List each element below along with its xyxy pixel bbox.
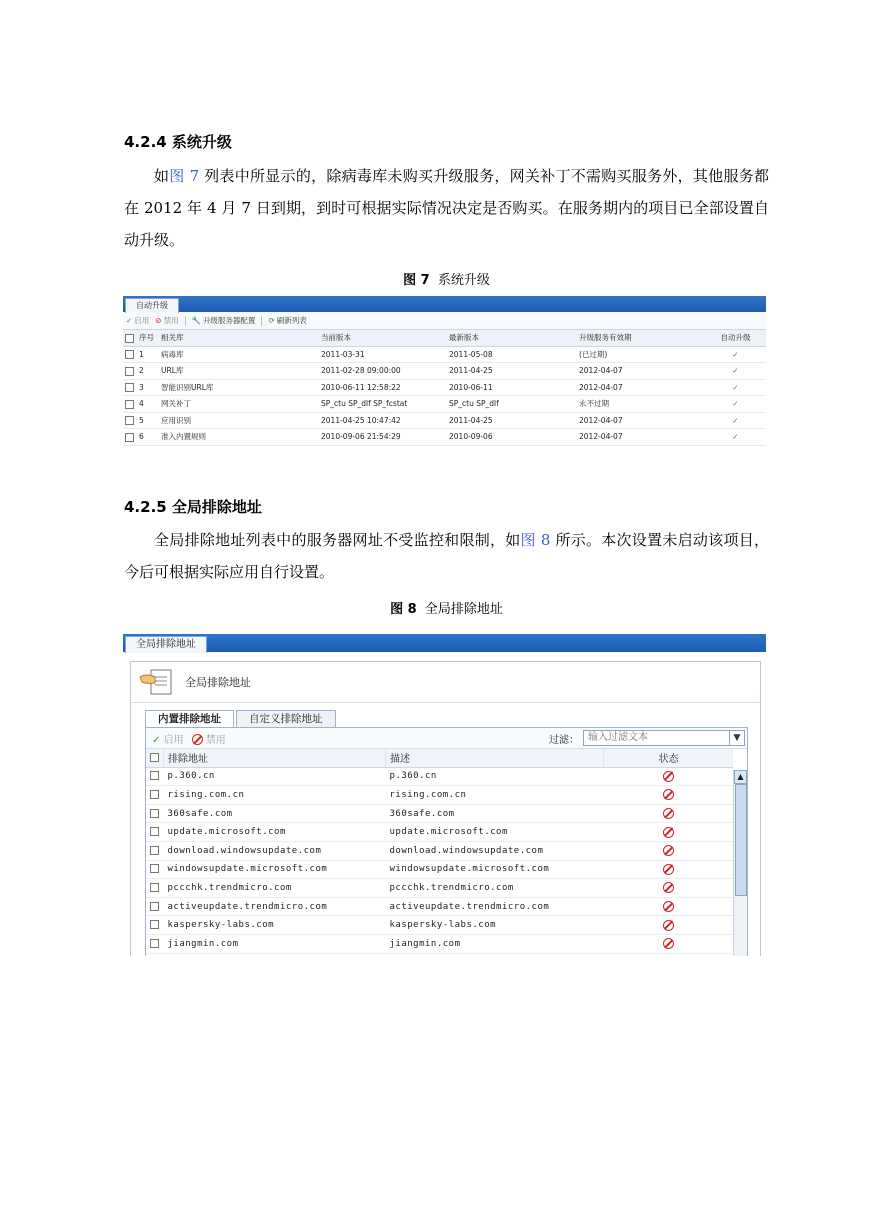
cell-address: windowsupdate.microsoft.com [164,860,386,879]
header-current-version: 当前版本 [319,330,447,346]
filter-input[interactable] [583,730,745,746]
tab-bar [123,296,766,312]
row-select-cell[interactable] [146,767,164,786]
checkbox[interactable] [125,400,134,409]
disable-button[interactable] [155,315,178,326]
cell-description: p.360.cn [386,767,604,786]
checkbox[interactable] [125,367,134,376]
panel-header [131,662,760,703]
table-header-row [146,749,733,767]
status-cell [604,767,734,786]
cell-address: download.windowsupdate.com [164,841,386,860]
cell-valid: 2012-04-07 [577,429,705,446]
disabled-status-icon [663,920,674,931]
auto-upgrade-check-icon: ✓ [705,363,766,380]
disable-label: 禁用 [163,316,179,325]
cell-no: 2 [137,363,159,380]
config-label: 升级服务器配置 [202,316,256,325]
checkbox[interactable] [125,383,134,392]
ban-icon: ⊘ [155,316,162,325]
paragraph-text: 如 [154,167,170,185]
tab-builtin-exclusions[interactable]: 内置排除地址 [145,710,234,729]
paragraph-text: 列表中所显示的，除病毒库未购买升级服务，网关补丁不需购买服务外，其他服务都在 2012 年 4 月 7 日到期，到时可根据实际情况决定是否购买。在服务期内的项目已全部设置自动升级。 [124,167,769,249]
vertical-scrollbar[interactable] [733,770,747,956]
row-select-cell[interactable] [146,786,164,805]
table-row[interactable] [146,804,733,823]
row-select-cell[interactable] [146,860,164,879]
ban-icon [192,734,203,745]
checkbox[interactable] [125,334,134,343]
cell-valid: 2012-04-07 [577,363,705,380]
header-library: 相关库 [159,330,319,346]
checkbox[interactable] [150,902,159,911]
row-select-cell[interactable] [123,363,137,380]
tab-custom-exclusions[interactable]: 自定义排除地址 [236,710,336,727]
filter-placeholder: 输入过滤文本 [588,732,648,743]
section-heading-system-upgrade: 4.2.4 系统升级 [124,133,232,151]
checkbox[interactable] [150,864,159,873]
table-header-row [123,330,766,346]
checkbox[interactable] [150,846,159,855]
cell-library: 准入内置规则 [159,429,319,446]
enable-button[interactable] [126,315,149,326]
cell-address: pccchk.trendmicro.com [164,879,386,898]
cell-description: jiangmin.com [386,934,604,953]
cell-address: kaspersky-labs.com [164,916,386,935]
cell-current: 2011-04-25 10:47:42 [319,412,447,429]
upgrade-server-config-button[interactable] [192,315,256,326]
cell-current: 2010-09-06 21:54:29 [319,429,447,446]
auto-upgrade-check-icon: ✓ [705,412,766,429]
disabled-status-icon [663,827,674,838]
header-address: 排除地址 [164,749,386,767]
toolbar [123,312,766,330]
exclusion-table [146,749,733,954]
checkbox[interactable] [150,920,159,929]
select-all-cell[interactable] [146,749,164,767]
chevron-up-icon[interactable]: ▲ [734,770,747,784]
header-valid-until: 升级服务有效期 [577,330,705,346]
refresh-label: 刷新列表 [276,316,307,325]
cell-library: URL库 [159,363,319,380]
checkbox[interactable] [125,350,134,359]
disabled-status-icon [663,845,674,856]
caption-label: 图 7 [403,273,430,288]
row-select-cell[interactable] [146,879,164,898]
checkbox[interactable] [150,771,159,780]
exclusion-grid [145,727,748,956]
checkbox[interactable] [150,939,159,948]
row-select-cell[interactable] [123,379,137,396]
cell-current: SP_ctu SP_dlf SP_fcstat [319,396,447,413]
checkbox[interactable] [125,433,134,442]
cell-valid: 2012-04-07 [577,412,705,429]
header-no: 序号 [137,330,159,346]
panel-title: 全局排除地址 [185,676,251,689]
cell-description: windowsupdate.microsoft.com [386,860,604,879]
check-icon: ✓ [126,316,133,325]
disabled-status-icon [663,789,674,800]
cell-description: rising.com.cn [386,786,604,805]
enable-label: 启用 [163,734,184,746]
tab-global-exclusion[interactable]: 全局排除地址 [125,636,207,653]
status-cell [604,841,734,860]
table-row[interactable] [146,916,733,935]
toolbar-divider [185,316,186,326]
table-row[interactable] [146,767,733,786]
checkbox[interactable] [150,753,159,762]
cell-latest: SP_ctu SP_dlf [447,396,577,413]
auto-upgrade-check-icon: ✓ [705,379,766,396]
table-row[interactable] [123,346,766,363]
header-latest-version: 最新版本 [447,330,577,346]
cell-valid: 2012-04-07 [577,379,705,396]
grid-toolbar [146,728,747,749]
status-cell [604,934,734,953]
row-select-cell[interactable] [123,396,137,413]
header-status: 状态 [604,749,734,767]
cell-no: 4 [137,396,159,413]
disabled-status-icon [663,901,674,912]
status-cell [604,804,734,823]
figure-7-auto-upgrade-panel [123,296,766,452]
table-row[interactable] [146,823,733,842]
figure-8-global-exclusion-panel [123,634,766,956]
row-select-cell[interactable] [146,897,164,916]
table-row[interactable] [146,841,733,860]
cell-address: jiangmin.com [164,934,386,953]
cell-valid: (已过期) [577,346,705,363]
cell-address: activeupdate.trendmicro.com [164,897,386,916]
table-row[interactable] [123,412,766,429]
checkbox[interactable] [150,809,159,818]
status-cell [604,897,734,916]
status-cell [604,879,734,898]
checkbox[interactable] [125,416,134,425]
cell-latest: 2011-04-25 [447,412,577,429]
cell-latest: 2011-05-08 [447,346,577,363]
cell-latest: 2010-09-06 [447,429,577,446]
cell-description: download.windowsupdate.com [386,841,604,860]
cell-latest: 2010-06-11 [447,379,577,396]
cell-library: 智能识别URL库 [159,379,319,396]
disabled-status-icon [663,771,674,782]
checkbox[interactable] [150,790,159,799]
status-cell [604,823,734,842]
cell-description: 360safe.com [386,804,604,823]
table-row[interactable] [146,934,733,953]
caption-label: 图 8 [390,602,417,617]
upgrade-table [123,330,766,446]
enable-label: 启用 [134,316,150,325]
table-row[interactable] [146,879,733,898]
header-description: 描述 [386,749,604,767]
cell-description: update.microsoft.com [386,823,604,842]
paragraph-system-upgrade [124,160,769,256]
status-cell [604,916,734,935]
cell-description: pccchk.trendmicro.com [386,879,604,898]
tab-bar [123,634,766,652]
cell-latest: 2011-04-25 [447,363,577,380]
table-row[interactable] [146,860,733,879]
cell-address: p.360.cn [164,767,386,786]
cell-library: 应用识别 [159,412,319,429]
row-select-cell[interactable] [146,934,164,953]
paragraph-text: 全局排除地址列表中的服务器网址不受监控和限制，如 [154,531,521,549]
paragraph-text: 所示。本次设置未启动该项目，今后可根据实际应用自行设置。 [124,531,769,581]
tab-auto-upgrade[interactable]: 自动升级 [125,298,179,313]
disabled-status-icon [663,808,674,819]
table-row[interactable] [123,363,766,380]
cell-description: kaspersky-labs.com [386,916,604,935]
document-hand-icon [139,668,175,696]
check-icon: ✓ [152,734,161,746]
header-auto-upgrade: 自动升级 [705,330,766,346]
caption-text: 系统升级 [437,273,490,288]
paragraph-global-exclusion [124,524,769,588]
row-select-cell[interactable] [123,412,137,429]
disabled-status-icon [663,938,674,949]
figure-7-caption [124,269,769,288]
status-cell [604,786,734,805]
table-row[interactable] [146,786,733,805]
cell-valid: 永不过期 [577,396,705,413]
status-cell [604,860,734,879]
table-row[interactable] [123,429,766,446]
cell-current: 2010-06-11 12:58:22 [319,379,447,396]
auto-upgrade-check-icon: ✓ [705,396,766,413]
table-row[interactable] [146,897,733,916]
checkbox[interactable] [150,883,159,892]
filter-label: 过滤： [549,734,579,746]
refresh-icon: ⟳ [268,316,275,325]
row-select-cell[interactable] [146,804,164,823]
cell-address: rising.com.cn [164,786,386,805]
wrench-icon: 🔧 [191,316,201,325]
checkbox[interactable] [150,827,159,836]
cell-no: 5 [137,412,159,429]
row-select-cell[interactable] [146,823,164,842]
table-row[interactable] [123,396,766,413]
toolbar-divider [261,316,262,326]
auto-upgrade-check-icon: ✓ [705,346,766,363]
cell-no: 1 [137,346,159,363]
cell-address: 360safe.com [164,804,386,823]
disable-label: 禁用 [205,734,226,746]
disabled-status-icon [663,882,674,893]
cell-description: activeupdate.trendmicro.com [386,897,604,916]
caption-text: 全局排除地址 [424,602,503,617]
cell-library: 网关补丁 [159,396,319,413]
exclusion-panel [130,661,761,956]
filter-group [549,730,745,746]
cell-no: 3 [137,379,159,396]
disable-button[interactable] [192,731,226,746]
table-row[interactable] [123,379,766,396]
scrollbar-thumb[interactable] [735,784,747,896]
row-select-cell[interactable] [123,346,137,363]
cell-address: update.microsoft.com [164,823,386,842]
cell-no: 6 [137,429,159,446]
row-select-cell[interactable] [146,841,164,860]
figure-8-link[interactable]: 图 8 [520,531,551,549]
cell-current: 2011-03-31 [319,346,447,363]
disabled-status-icon [663,864,674,875]
cell-current: 2011-02-28 09:00:00 [319,363,447,380]
figure-7-link[interactable]: 图 7 [169,167,200,185]
figure-8-caption [124,598,769,617]
enable-button[interactable] [152,731,184,746]
chevron-down-icon[interactable]: ▼ [729,731,744,745]
row-select-cell[interactable] [146,916,164,935]
auto-upgrade-check-icon: ✓ [705,429,766,446]
refresh-list-button[interactable] [268,315,306,326]
row-select-cell[interactable] [123,429,137,446]
cell-library: 病毒库 [159,346,319,363]
select-all-cell[interactable] [123,330,137,346]
section-heading-global-exclusion: 4.2.5 全局排除地址 [124,498,262,516]
